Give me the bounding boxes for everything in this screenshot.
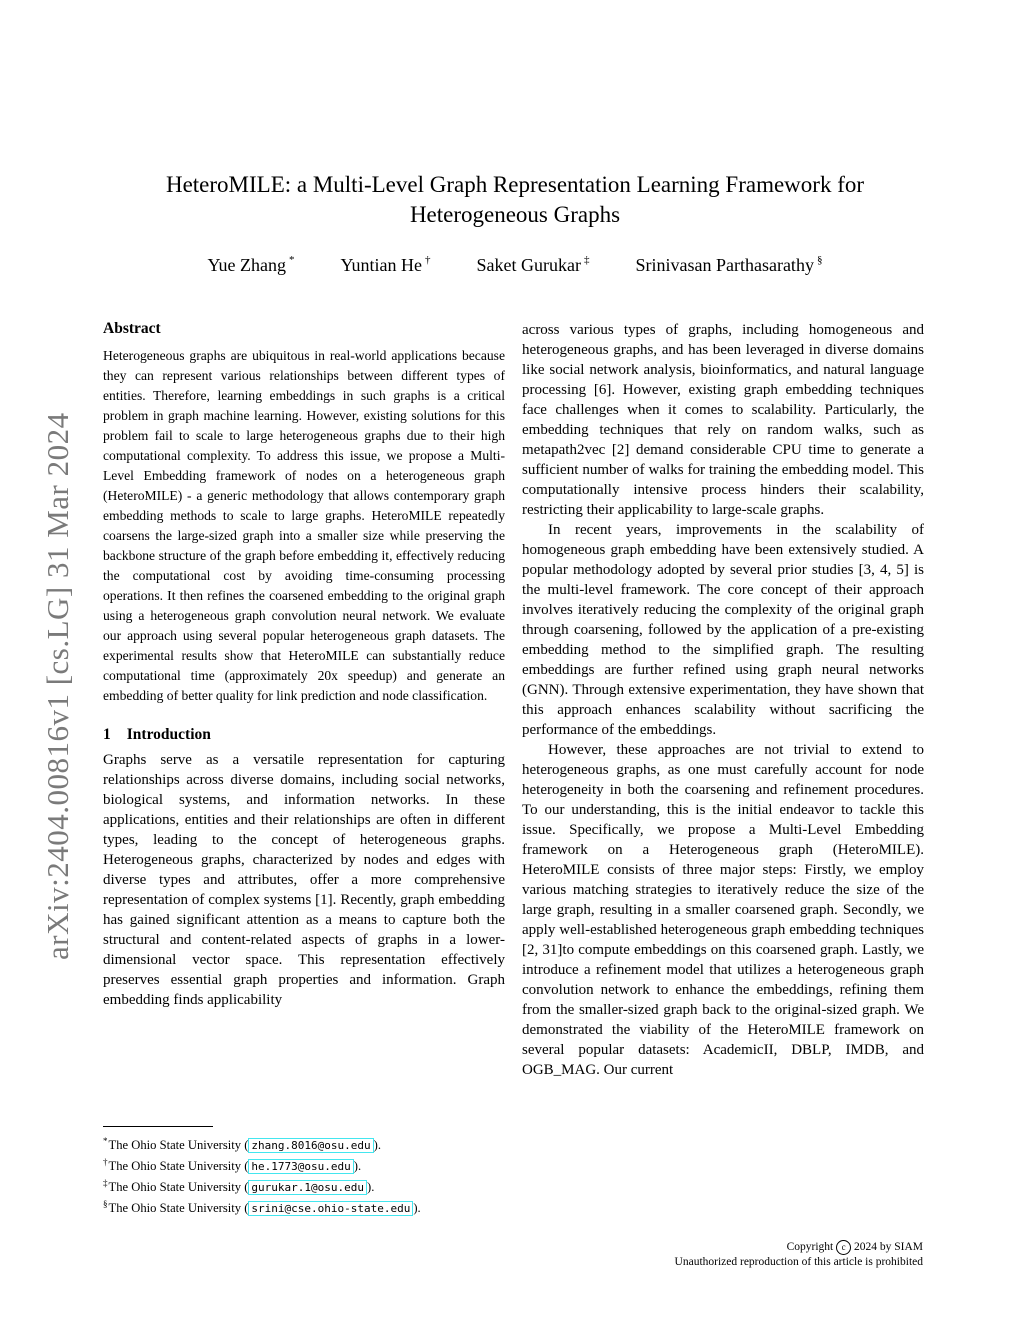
author-name: Yue Zhang bbox=[207, 255, 287, 275]
footnote-end: ). bbox=[413, 1201, 421, 1215]
author-name: Saket Gurukar bbox=[476, 255, 581, 275]
copyright-line bbox=[675, 1240, 923, 1255]
footnote bbox=[103, 1133, 523, 1154]
copyright-notice bbox=[675, 1240, 923, 1269]
footnote-mark: * bbox=[103, 1136, 108, 1146]
paper-title bbox=[100, 170, 930, 230]
email-link[interactable]: gurukar.1@osu.edu bbox=[248, 1180, 367, 1195]
email-link[interactable]: srini@cse.ohio-state.edu bbox=[248, 1201, 413, 1216]
footnote-mark: † bbox=[103, 1157, 108, 1167]
footnote-affiliation: The Ohio State University ( bbox=[108, 1138, 249, 1152]
footnote-affiliation: The Ohio State University ( bbox=[108, 1201, 249, 1215]
footnote-mark: § bbox=[103, 1199, 108, 1209]
footnote-divider bbox=[103, 1126, 213, 1127]
copyright-year: 2024 by SIAM bbox=[853, 1241, 923, 1253]
copyright-disclaimer: Unauthorized reproduction of this article is prohibited bbox=[674, 1256, 923, 1268]
section-number: 1 bbox=[103, 726, 111, 743]
intro-paragraph-3: However, these approaches are not trivial to extend to heterogeneous graphs, as one must carefully account for node heterogeneity in both the coarsening and refinement procedures. To our understanding, this is the initial endeavor to tackle this issue. Specifically, we propose a Multi-Level Embedding framework on a Heterogeneous graph (HeteroMILE). HeteroMILE consists of three major steps: Firstly, we employ various matching strategies to iteratively reduce the size of the large graph, resulting in a smaller coarsened graph. Secondly, we apply well-established heterogeneous graph embedding techniques [2, 31]to compute embeddings on this coarsened graph. Lastly, we introduce a refinement model that utilizes a heterogeneous graph convolution network to enhance the embeddings, refining them from the smaller-sized graph back to the original-sized graph. We demonstrated the viability of the HeteroMILE framework on several popular datasets: AcademicII, DBLP, IMDB, and OGB_MAG. Our current bbox=[522, 742, 924, 1078]
author-name: Yuntian He bbox=[340, 255, 423, 275]
abstract-text: Heterogeneous graphs are ubiquitous in real-world applications because they can represent various relationships between different types of entities. Therefore, learning embeddings in such graphs is a critical problem in graph machine learning. However, existing solutions for this problem fail to scale to large heterogeneous graphs due to their high computational complexity. To address this issue, we propose a Multi-Level Embedding framework of nodes on a heterogeneous graph (HeteroMILE) - a generic methodology that allows contemporary graph embedding methods to scale to large graphs. HeteroMILE repeatedly coarsens the large-sized graph into a smaller size while preserving the backbone structure of the graph before embedding it, effectively reducing the computational cost by avoiding time-consuming processing operations. It then refines the coarsened embedding to the original graph using a heterogeneous graph convolution neural network. We evaluate our approach using several popular heterogeneous graph datasets. The experimental results show that HeteroMILE can substantially reduce computational time (approximately 20x speedup) and generate an embedding of better quality for link prediction and node classification. bbox=[103, 348, 505, 703]
footnote bbox=[103, 1154, 523, 1175]
author-mark: § bbox=[816, 254, 823, 266]
footnote-mark: ‡ bbox=[103, 1178, 108, 1188]
footnote-end: ). bbox=[373, 1138, 381, 1152]
footnotes bbox=[103, 1126, 523, 1217]
email-link[interactable]: zhang.8016@osu.edu bbox=[248, 1138, 373, 1153]
author-list bbox=[100, 254, 930, 276]
footnote bbox=[103, 1175, 523, 1196]
left-column bbox=[103, 320, 505, 1010]
footnote-affiliation: The Ohio State University ( bbox=[108, 1159, 249, 1173]
author bbox=[341, 254, 431, 276]
author bbox=[208, 254, 295, 276]
author-mark: ‡ bbox=[583, 254, 590, 266]
arxiv-identifier: arXiv:2404.00816v1 [cs.LG] 31 Mar 2024 bbox=[40, 412, 75, 960]
copyright-prefix: Copyright bbox=[786, 1241, 834, 1253]
footnote bbox=[103, 1196, 523, 1217]
right-column bbox=[522, 320, 924, 1080]
author bbox=[477, 254, 590, 276]
author bbox=[635, 254, 822, 276]
copyright-symbol-icon: c bbox=[836, 1240, 851, 1255]
intro-paragraph-1: Graphs serve as a versatile representation for capturing relationships across diverse domains, including social networks, biological systems, and information networks. In these applications, entities and their relationships are often in different types, leading to the concept of heterogeneous graphs. Heterogeneous graphs, characterized by nodes and edges with diverse types and attributes, offer a more comprehensive representation of complex systems [1]. Recently, graph embedding has gained significant attention as a means to capture both the structural and content-related aspects of graphs in a lower-dimensional vector space. This representation effectively preserves essential graph properties and information. Graph embedding finds applicability bbox=[103, 752, 505, 1008]
section-title: Introduction bbox=[126, 726, 211, 743]
intro-paragraph-2: In recent years, improvements in the scalability of homogeneous graph embedding have been extensively studied. A popular methodology adopted by several prior studies [3, 4, 5] is the multi-level framework. The core concept of their approach involves iteratively reducing the complexity of the original graph through coarsening, followed by the application of a pre-existing embedding method to the simplified graph. The resulting embeddings are further refined using graph neural networks (GNN). Through extensive experimentation, they have shown that this approach enhances scalability without sacrificing the performance of the embeddings. bbox=[522, 522, 924, 738]
section-heading-introduction bbox=[103, 726, 505, 744]
title-line-1: HeteroMILE: a Multi-Level Graph Representation Learning Framework for bbox=[165, 172, 865, 197]
footnote-end: ). bbox=[367, 1180, 375, 1194]
author-mark: * bbox=[289, 254, 295, 266]
abstract-heading: Abstract bbox=[103, 320, 161, 337]
author-name: Srinivasan Parthasarathy bbox=[635, 255, 814, 275]
author-mark: † bbox=[425, 254, 431, 266]
title-line-2: Heterogeneous Graphs bbox=[409, 202, 621, 227]
footnote-end: ). bbox=[353, 1159, 362, 1173]
email-link[interactable]: he.1773@osu.edu bbox=[248, 1159, 353, 1174]
intro-paragraph-1-continued: across various types of graphs, including homogeneous and heterogeneous graphs, and has been leveraged in diverse domains like social network analysis, bioinformatics, and natural language processing [6]. However, existing graph embedding techniques face challenges when it comes to scalability. Particularly, the embedding techniques that rely on random walks, such as metapath2vec [2] demand considerable CPU time to generate a sufficient number of walks for training the embedding model. This computationally intensive process hinders their scalability, restricting their applicability to large-scale graphs. bbox=[522, 322, 924, 518]
footnote-affiliation: The Ohio State University ( bbox=[108, 1180, 249, 1194]
